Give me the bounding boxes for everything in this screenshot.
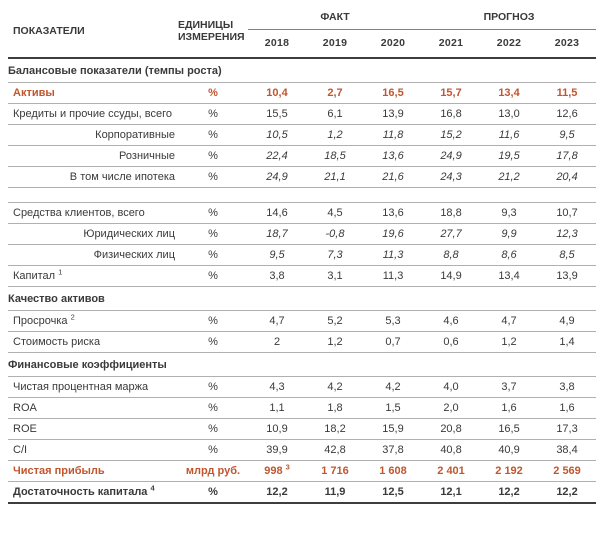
value-cell: 2,0 [422, 398, 480, 419]
value-cell: 20,8 [422, 419, 480, 440]
row-label: Чистая процентная маржа [8, 377, 178, 398]
table-row [8, 461, 596, 482]
table-row [8, 203, 596, 224]
value-cell: 22,4 [248, 146, 306, 167]
row-label: Чистая прибыль [8, 461, 178, 482]
value-cell: 2 [248, 332, 306, 353]
value-cell: 12,2 [538, 482, 596, 504]
section-header-row [8, 287, 596, 311]
value-cell: 27,7 [422, 224, 480, 245]
row-unit: % [178, 332, 248, 353]
value-cell: 15,9 [364, 419, 422, 440]
value-cell: 1,2 [306, 332, 364, 353]
value-cell: 1,6 [480, 398, 538, 419]
value-cell: 4,0 [422, 377, 480, 398]
value-cell: 8,6 [480, 245, 538, 266]
value-cell: 0,7 [364, 332, 422, 353]
table-row [8, 125, 596, 146]
value-cell: 3,8 [538, 377, 596, 398]
value-cell: 4,2 [364, 377, 422, 398]
value-cell: 11,6 [480, 125, 538, 146]
table-row [8, 146, 596, 167]
value-cell: 13,4 [480, 83, 538, 104]
footnote-marker: 2 [70, 312, 75, 322]
value-cell: 24,9 [422, 146, 480, 167]
column-header-indicators: ПОКАЗАТЕЛИ [8, 4, 178, 58]
value-cell: 12,5 [364, 482, 422, 504]
value-cell: 4,9 [538, 311, 596, 332]
value-cell: 1,5 [364, 398, 422, 419]
value-cell: 21,2 [480, 167, 538, 188]
value-cell: 2 192 [480, 461, 538, 482]
value-cell: 7,3 [306, 245, 364, 266]
value-cell: 3,1 [306, 266, 364, 287]
group-header-row [8, 4, 596, 30]
value-cell: 17,3 [538, 419, 596, 440]
table-header [8, 4, 596, 58]
value-cell: 5,2 [306, 311, 364, 332]
value-cell: 15,7 [422, 83, 480, 104]
value-cell: 19,5 [480, 146, 538, 167]
value-cell: 13,9 [538, 266, 596, 287]
year-column-header: 2021 [422, 30, 480, 59]
value-cell: 11,3 [364, 266, 422, 287]
table-row [8, 224, 596, 245]
value-cell: 13,9 [364, 104, 422, 125]
value-cell: 12,3 [538, 224, 596, 245]
table-row [8, 332, 596, 353]
value-cell: 1,6 [538, 398, 596, 419]
value-cell: 39,9 [248, 440, 306, 461]
value-cell: 16,5 [480, 419, 538, 440]
value-cell: 12,2 [248, 482, 306, 504]
value-cell: 1 608 [364, 461, 422, 482]
row-unit: % [178, 377, 248, 398]
indicators-table [8, 4, 596, 504]
table-row [8, 311, 596, 332]
row-label: Физических лиц [8, 245, 178, 266]
value-cell: 4,7 [248, 311, 306, 332]
value-cell: 38,4 [538, 440, 596, 461]
value-cell: 24,9 [248, 167, 306, 188]
value-cell: 21,6 [364, 167, 422, 188]
spacer-row [8, 188, 596, 203]
value-cell: 12,1 [422, 482, 480, 504]
row-unit: % [178, 83, 248, 104]
value-cell: 2 401 [422, 461, 480, 482]
row-unit: % [178, 398, 248, 419]
year-column-header: 2023 [538, 30, 596, 59]
value-cell: 1 716 [306, 461, 364, 482]
column-header-units: ЕДИНИЦЫ ИЗМЕРЕНИЯ [178, 4, 248, 58]
section-header-label: Балансовые показатели (темпы роста) [8, 58, 596, 83]
row-label: Юридических лиц [8, 224, 178, 245]
value-cell: 4,3 [248, 377, 306, 398]
table-row [8, 83, 596, 104]
column-group-fact: ФАКТ [248, 4, 422, 30]
value-cell: 18,7 [248, 224, 306, 245]
value-cell: 12,6 [538, 104, 596, 125]
value-cell: 10,9 [248, 419, 306, 440]
value-cell: 17,8 [538, 146, 596, 167]
value-cell: 9,9 [480, 224, 538, 245]
table-row [8, 104, 596, 125]
value-cell: 11,9 [306, 482, 364, 504]
value-cell: 10,5 [248, 125, 306, 146]
row-label: Розничные [8, 146, 178, 167]
value-cell: 998 $^3$ [248, 461, 306, 482]
value-cell: 9,5 [538, 125, 596, 146]
table-row [8, 266, 596, 287]
value-cell: 0,6 [422, 332, 480, 353]
value-cell: 4,5 [306, 203, 364, 224]
row-unit: % [178, 440, 248, 461]
value-cell: 13,6 [364, 146, 422, 167]
value-cell: 40,9 [480, 440, 538, 461]
table-row [8, 245, 596, 266]
row-unit: % [178, 419, 248, 440]
row-label: Активы [8, 83, 178, 104]
value-cell: 37,8 [364, 440, 422, 461]
value-cell: 40,8 [422, 440, 480, 461]
value-cell: 5,3 [364, 311, 422, 332]
footnote-marker: 1 [58, 267, 63, 277]
value-cell: 16,5 [364, 83, 422, 104]
value-cell: 13,6 [364, 203, 422, 224]
section-header-row [8, 353, 596, 377]
year-column-header: 2018 [248, 30, 306, 59]
value-cell: 18,2 [306, 419, 364, 440]
row-label: Капитал $^1$ [8, 266, 178, 287]
row-label: C/I [8, 440, 178, 461]
spacer-cell [8, 188, 596, 203]
value-cell: 3,8 [248, 266, 306, 287]
value-cell: -0,8 [306, 224, 364, 245]
row-label: Просрочка $^2$ [8, 311, 178, 332]
value-cell: 11,5 [538, 83, 596, 104]
value-cell: 9,5 [248, 245, 306, 266]
section-header-row [8, 58, 596, 83]
row-label: Достаточность капитала $^4$ [8, 482, 178, 504]
value-cell: 21,1 [306, 167, 364, 188]
value-cell: 1,8 [306, 398, 364, 419]
value-cell: 20,4 [538, 167, 596, 188]
value-cell: 9,3 [480, 203, 538, 224]
table-row [8, 482, 596, 504]
value-cell: 8,8 [422, 245, 480, 266]
row-label: Стоимость риска [8, 332, 178, 353]
year-column-header: 2022 [480, 30, 538, 59]
row-unit: % [178, 104, 248, 125]
value-cell: 11,8 [364, 125, 422, 146]
footnote-marker: 4 [150, 483, 155, 493]
value-cell: 1,4 [538, 332, 596, 353]
value-cell: 4,2 [306, 377, 364, 398]
row-label: ROE [8, 419, 178, 440]
value-cell: 24,3 [422, 167, 480, 188]
row-label: ROA [8, 398, 178, 419]
value-cell: 10,4 [248, 83, 306, 104]
year-column-header: 2019 [306, 30, 364, 59]
section-header-label: Финансовые коэффициенты [8, 353, 596, 377]
row-unit: млрд руб. [178, 461, 248, 482]
value-cell: 1,2 [306, 125, 364, 146]
year-column-header: 2020 [364, 30, 422, 59]
value-cell: 1,1 [248, 398, 306, 419]
row-unit: % [178, 167, 248, 188]
value-cell: 3,7 [480, 377, 538, 398]
column-group-forecast: ПРОГНОЗ [422, 4, 596, 30]
value-cell: 4,6 [422, 311, 480, 332]
row-label: Кредиты и прочие ссуды, всего [8, 104, 178, 125]
row-label: В том числе ипотека [8, 167, 178, 188]
value-cell: 19,6 [364, 224, 422, 245]
value-cell: 2 569 [538, 461, 596, 482]
value-cell: 14,6 [248, 203, 306, 224]
footnote-marker: 3 [285, 462, 290, 472]
table-body [8, 58, 596, 503]
value-cell: 18,5 [306, 146, 364, 167]
value-cell: 15,5 [248, 104, 306, 125]
value-cell: 8,5 [538, 245, 596, 266]
table-row [8, 167, 596, 188]
value-cell: 16,8 [422, 104, 480, 125]
value-cell: 6,1 [306, 104, 364, 125]
section-header-label: Качество активов [8, 287, 596, 311]
value-cell: 12,2 [480, 482, 538, 504]
table-row [8, 398, 596, 419]
value-cell: 11,3 [364, 245, 422, 266]
value-cell: 13,0 [480, 104, 538, 125]
row-unit: % [178, 146, 248, 167]
value-cell: 13,4 [480, 266, 538, 287]
table-row [8, 377, 596, 398]
row-unit: % [178, 224, 248, 245]
table-row [8, 440, 596, 461]
table-row [8, 419, 596, 440]
row-unit: % [178, 125, 248, 146]
value-cell: 4,7 [480, 311, 538, 332]
value-cell: 18,8 [422, 203, 480, 224]
row-unit: % [178, 311, 248, 332]
value-cell: 1,2 [480, 332, 538, 353]
value-cell: 14,9 [422, 266, 480, 287]
value-cell: 42,8 [306, 440, 364, 461]
row-unit: % [178, 245, 248, 266]
row-unit: % [178, 266, 248, 287]
value-cell: 15,2 [422, 125, 480, 146]
row-unit: % [178, 203, 248, 224]
value-cell: 10,7 [538, 203, 596, 224]
value-cell: 2,7 [306, 83, 364, 104]
row-label: Корпоративные [8, 125, 178, 146]
row-unit: % [178, 482, 248, 504]
row-label: Средства клиентов, всего [8, 203, 178, 224]
